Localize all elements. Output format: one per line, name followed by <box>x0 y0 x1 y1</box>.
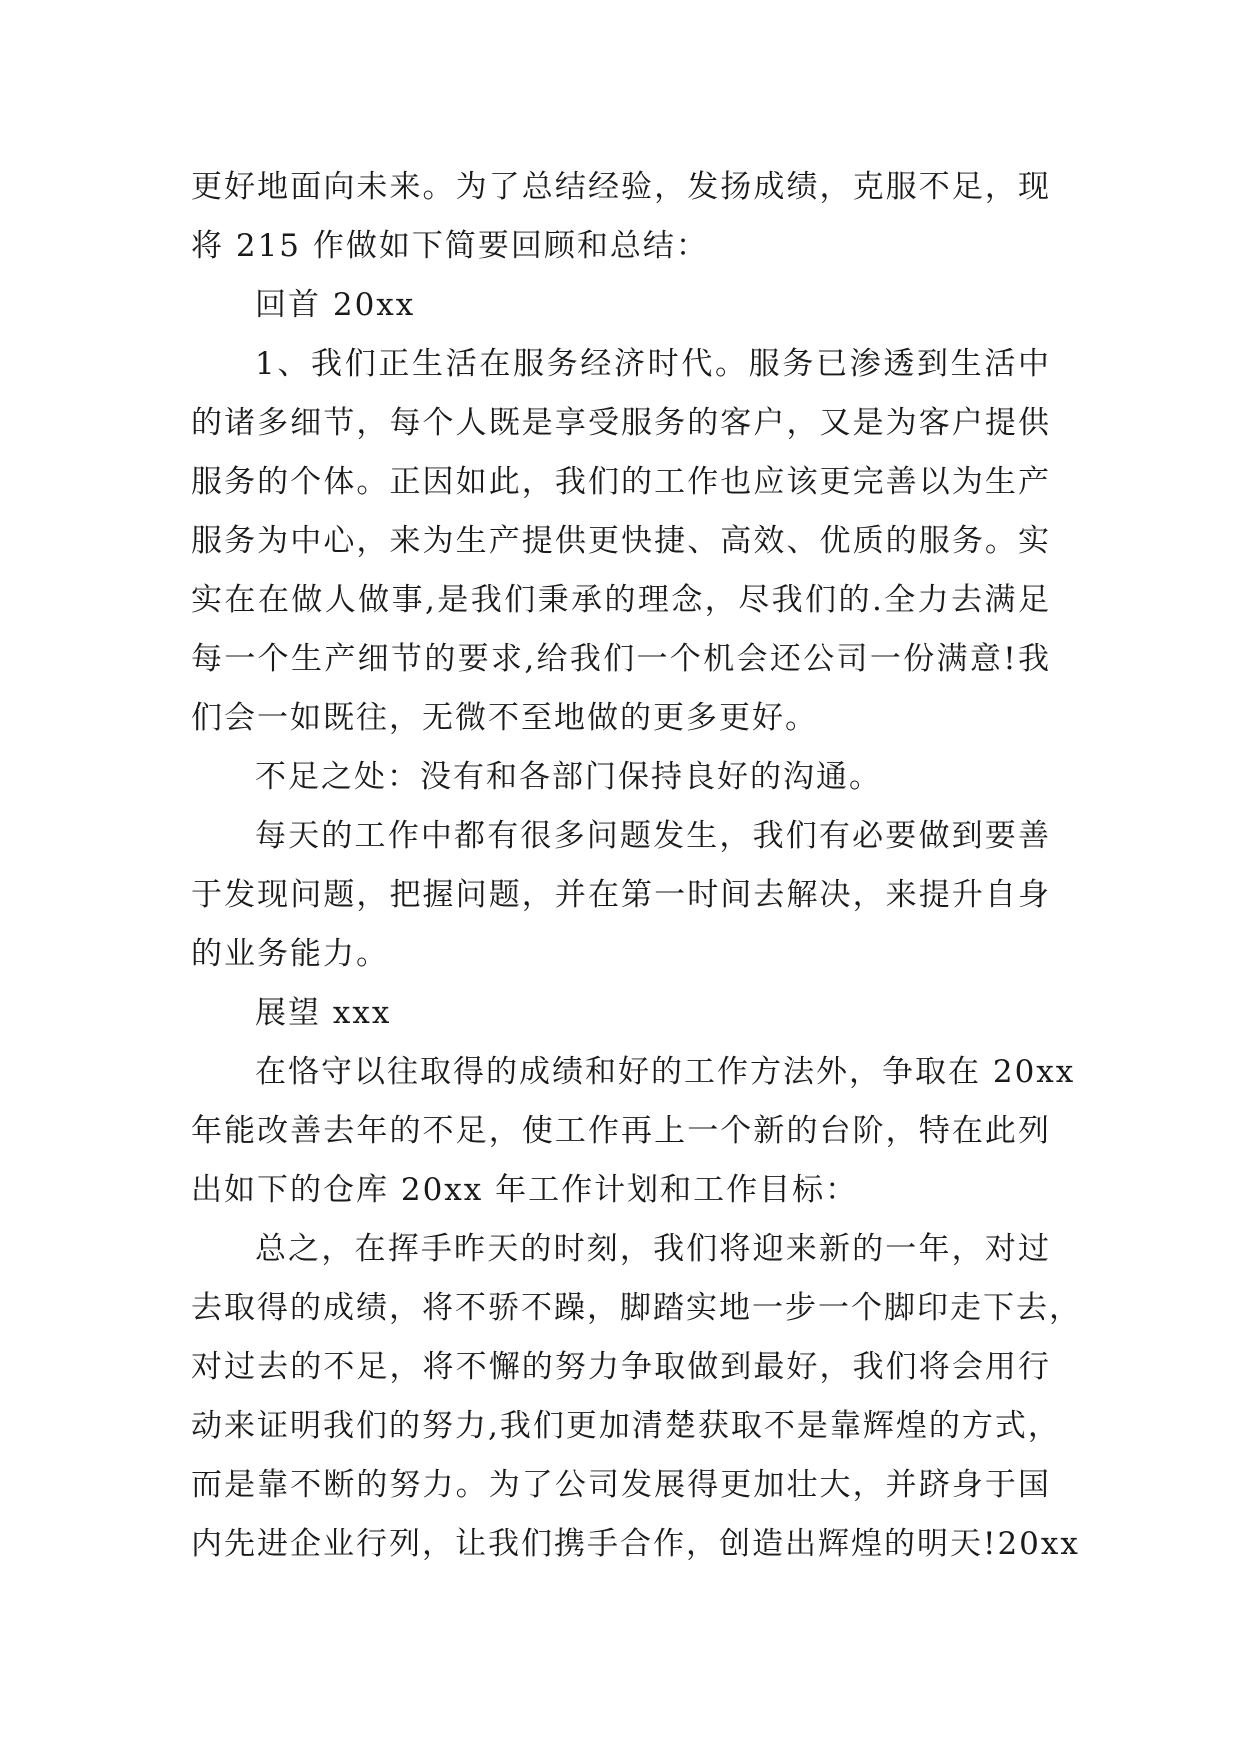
text-line: 不足之处：没有和各部门保持良好的沟通。 <box>255 759 882 795</box>
section-heading: 展望 xxx <box>255 995 392 1031</box>
text-line: 年能改善去年的不足，使工作再上一个新的台阶，特在此列 <box>191 1113 1051 1149</box>
text-line: 服务的个体。正因如此，我们的工作也应该更完善以为生产 <box>191 464 1051 500</box>
text-line: 对过去的不足，将不懈的努力争取做到最好，我们将会用行 <box>191 1349 1051 1385</box>
text-line: 将 215 作做如下简要回顾和总结： <box>191 228 709 264</box>
text-line: 去取得的成绩，将不骄不躁，脚踏实地一步一个脚印走下去， <box>191 1290 1082 1326</box>
text-line: 而是靠不断的努力。为了公司发展得更加壮大，并跻身于国 <box>191 1467 1051 1503</box>
section-heading: 回首 20xx <box>255 287 416 323</box>
text-line: 在恪守以往取得的成绩和好的工作方法外，争取在 20xx <box>255 1054 1076 1090</box>
text-line: 实在在做人做事,是我们秉承的理念，尽我们的.全力去满足 <box>191 582 1051 618</box>
text-line: 更好地面向未来。为了总结经验，发扬成绩，克服不足，现 <box>191 169 1051 205</box>
text-line: 于发现问题，把握问题，并在第一时间去解决，来提升自身 <box>191 877 1051 913</box>
text-line: 每一个生产细节的要求,给我们一个机会还公司一份满意!我 <box>191 641 1051 677</box>
text-line: 出如下的仓库 20xx 年工作计划和工作目标： <box>191 1172 859 1208</box>
text-line: 内先进企业行列，让我们携手合作，创造出辉煌的明天!20xx <box>191 1526 1080 1562</box>
text-line: 1、我们正生活在服务经济时代。服务已渗透到生活中 <box>255 346 1051 382</box>
text-line: 的诸多细节，每个人既是享受服务的客户，又是为客户提供 <box>191 405 1051 441</box>
text-line: 总之，在挥手昨天的时刻，我们将迎来新的一年，对过 <box>255 1231 1051 1267</box>
text-line: 动来证明我们的努力,我们更加清楚获取不是靠辉煌的方式， <box>191 1408 1061 1444</box>
text-line: 的业务能力。 <box>191 936 389 972</box>
text-line: 们会一如既往，无微不至地做的更多更好。 <box>191 700 818 736</box>
text-line: 每天的工作中都有很多问题发生，我们有必要做到要善 <box>255 818 1051 854</box>
body-text <box>191 158 1082 1574</box>
text-line: 服务为中心，来为生产提供更快捷、高效、优质的服务。实 <box>191 523 1051 559</box>
